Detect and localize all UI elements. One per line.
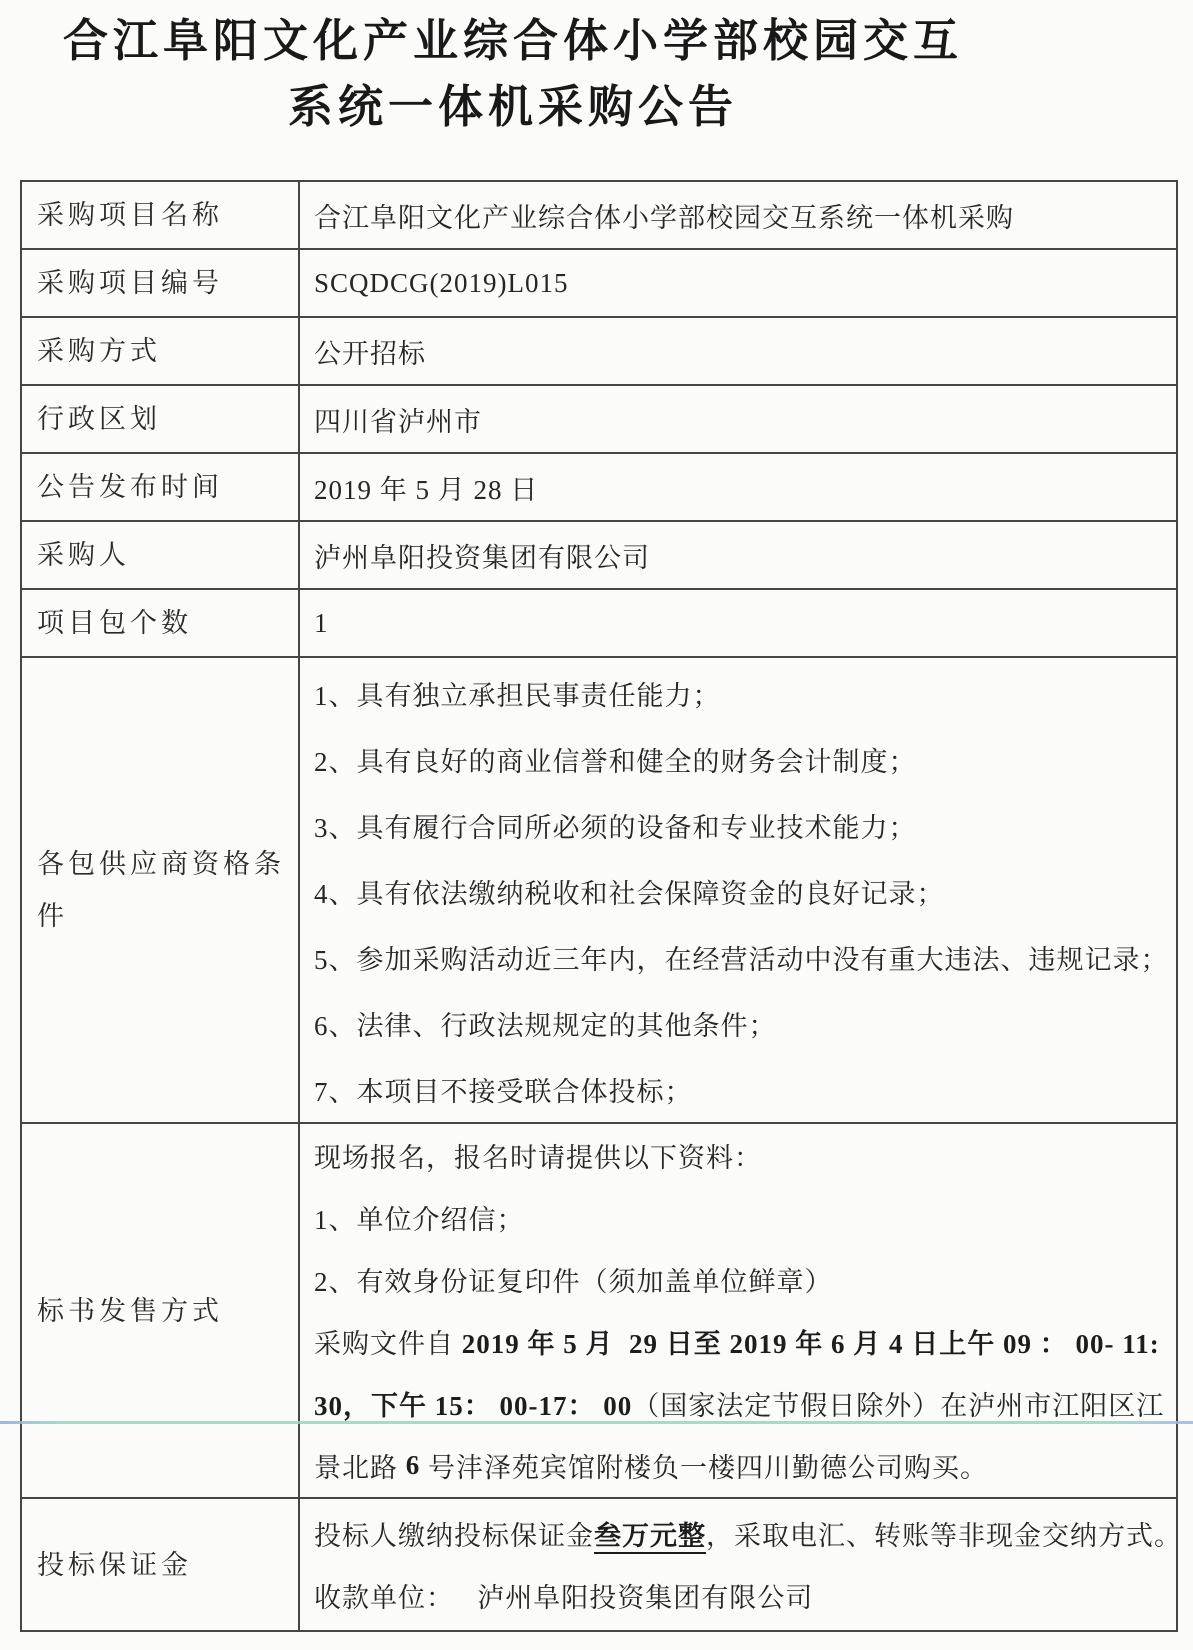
table-row-publish-date — [22, 454, 1176, 522]
announcement-table — [20, 180, 1182, 1632]
text-segment: 1、单位介绍信； — [314, 1204, 525, 1235]
document-title — [0, 8, 1026, 140]
row-value-text: 公开招标 — [314, 338, 426, 369]
row-value-text: 1 — [314, 607, 329, 638]
row-label-qualifications: 各包供应商资格条件 — [22, 658, 300, 1122]
text-segment: 6 — [405, 1449, 421, 1480]
row-value-text: 合江阜阳文化产业综合体小学部校园交互系统一体机采购 — [314, 202, 1014, 233]
row-label-sale-method: 标书发售方式 — [22, 1124, 300, 1497]
table-row-package-count — [22, 590, 1176, 658]
row-value-line — [314, 1372, 1172, 1434]
row-value-line — [314, 727, 1172, 793]
row-value-line — [314, 1056, 1172, 1122]
row-value-project-number — [300, 250, 1176, 316]
row-value-region — [300, 386, 1176, 452]
text-segment: 2、有效身份证复印件（须加盖单位鲜章） — [314, 1266, 833, 1297]
text-segment: ，采取电汇、转账等非现金交纳方式。 — [706, 1521, 1182, 1551]
text-segment: 4、具有依法缴纳税收和社会保障资金的良好记录； — [314, 879, 945, 909]
table-row-sale-method — [22, 1124, 1176, 1499]
row-value-project-name — [300, 182, 1176, 248]
text-segment: 号沣泽苑宾馆附楼负一楼四川勤德公司购买。 — [420, 1452, 988, 1483]
row-value-line — [314, 1310, 1172, 1372]
row-value-line — [314, 1124, 1172, 1186]
row-label-package-count: 项目包个数 — [22, 590, 300, 656]
table-row-method — [22, 318, 1176, 386]
row-label-project-number: 采购项目编号 — [22, 250, 300, 316]
row-value-line — [314, 1565, 1182, 1627]
row-value-line — [314, 661, 1172, 727]
table-row-qualifications — [22, 658, 1176, 1124]
row-label-publish-date: 公告发布时间 — [22, 454, 300, 520]
underlined-amount-text: 叁万元整 — [594, 1521, 706, 1551]
row-value-text: 泸州阜阳投资集团有限公司 — [314, 542, 650, 573]
row-value-method — [300, 318, 1176, 384]
row-value-line — [314, 1503, 1182, 1565]
row-value-line — [314, 990, 1172, 1056]
text-segment: 3、具有履行合同所必须的设备和专业技术能力； — [314, 813, 917, 844]
row-value-line — [314, 1248, 1172, 1310]
row-value-publish-date — [300, 454, 1176, 520]
text-segment: 收款单位： 泸州阜阳投资集团有限公司 — [314, 1583, 814, 1613]
row-value-purchaser — [300, 522, 1176, 588]
table-row-deposit — [22, 1499, 1182, 1630]
row-label-project-name: 采购项目名称 — [22, 182, 300, 248]
row-label-region: 行政区划 — [22, 386, 300, 452]
text-segment: 2、具有良好的商业信誉和健全的财务会计制度； — [314, 747, 917, 778]
row-value-text: 2019 年 5 月 28 日 — [314, 474, 539, 505]
text-segment: 投标人缴纳投标保证金 — [314, 1521, 594, 1551]
document-title-line-1: 合江阜阳文化产业综合体小学部校园交互 — [62, 16, 963, 66]
row-value-line — [314, 924, 1172, 990]
text-segment: 1、具有独立承担民事责任能力； — [314, 681, 721, 712]
row-value-line — [314, 1186, 1172, 1248]
text-segment: 5、参加采购活动近三年内，在经营活动中没有重大违法、违规记录； — [314, 944, 1169, 975]
table-row-region — [22, 386, 1176, 454]
text-segment: 采购文件自 — [314, 1328, 462, 1359]
row-value-text: 四川省泸州市 — [314, 406, 482, 437]
row-label-method: 采购方式 — [22, 318, 300, 384]
scan-artifact-line — [0, 1421, 1193, 1424]
row-label-purchaser: 采购人 — [22, 522, 300, 588]
text-segment: （国家法定节假日除外）在泸州市江阳区江 — [632, 1390, 1165, 1421]
table-row-project-number — [22, 250, 1176, 318]
row-value-qualifications — [300, 658, 1176, 1122]
text-segment: 7、本项目不接受联合体投标； — [314, 1076, 693, 1107]
text-segment: 30，下午 15： 00-17： 00 — [314, 1390, 633, 1421]
row-value-package-count — [300, 590, 1176, 656]
row-value-sale-method — [300, 1124, 1176, 1497]
row-value-line — [314, 1434, 1172, 1496]
table-row-project-name — [22, 182, 1176, 250]
text-segment: 6、法律、行政法规规定的其他条件； — [314, 1010, 777, 1041]
document-title-line-2: 系统一体机采购公告 — [287, 82, 738, 132]
row-label-deposit: 投标保证金 — [22, 1499, 300, 1630]
row-value-deposit — [300, 1499, 1186, 1630]
row-value-text: SCQDCG(2019)L015 — [314, 267, 569, 298]
row-value-line — [314, 859, 1172, 925]
text-segment: 2019 年 5 月 29 日至 2019 年 6 月 4 日上午 09 ： 00- 11: — [461, 1328, 1160, 1359]
row-value-line — [314, 793, 1172, 859]
text-segment: 景北路 — [314, 1452, 406, 1483]
table-row-purchaser — [22, 522, 1176, 590]
text-segment: 现场报名，报名时请提供以下资料： — [314, 1142, 762, 1173]
